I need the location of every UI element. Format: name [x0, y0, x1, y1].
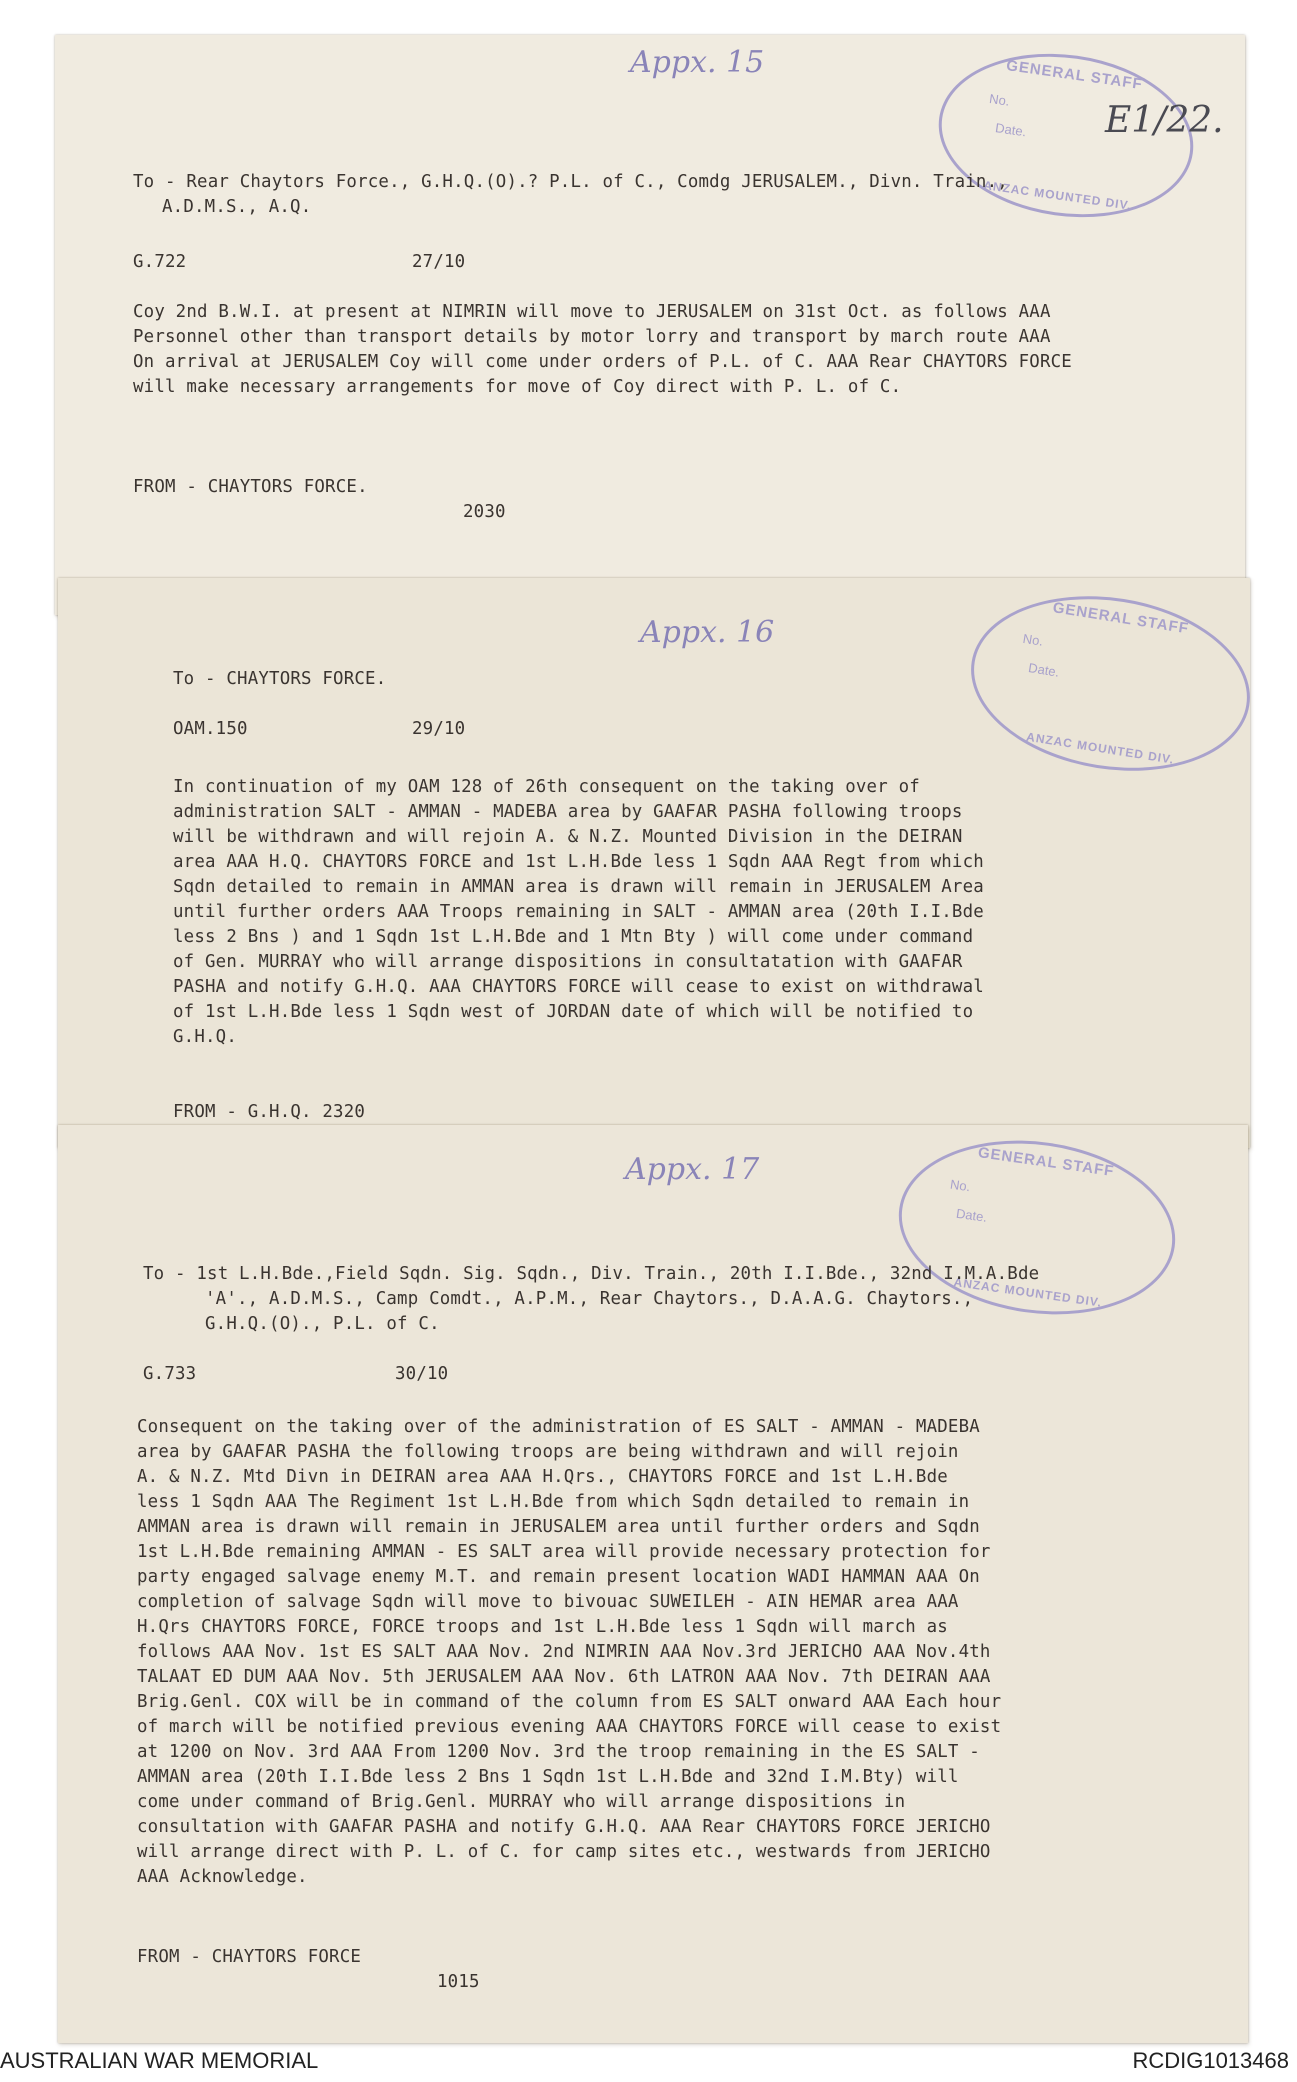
stamp-title: GENERAL STAFF — [976, 1144, 1116, 1181]
body-line: will arrange direct with P. L. of C. for camp sites etc., westwards from JERICHO — [137, 1842, 991, 1862]
body-line: On arrival at JERUSALEM Coy will come under orders of P.L. of C. AAA Rear CHAYTORS FORCE — [133, 352, 1072, 372]
body-line: completion of salvage Sqdn will move to bivouac SUWEILEH - AIN HEMAR area AAA — [137, 1592, 959, 1612]
addressee-line: A.D.M.S., A.Q. — [162, 197, 312, 217]
body-line: at 1200 on Nov. 3rd AAA From 1200 Nov. 3rd the troop remaining in the ES SALT - — [137, 1742, 980, 1762]
addressee-line: G.H.Q.(O)., P.L. of C. — [205, 1314, 440, 1334]
message-reference: G.733 — [143, 1364, 197, 1384]
appendix-annotation-3: Appx. 17 — [625, 1152, 760, 1187]
message-reference: G.722 — [133, 252, 187, 272]
body-line: Personnel other than transport details by motor lorry and transport by march route AAA — [133, 327, 1051, 347]
body-line: of Gen. MURRAY who will arrange dispositions in consultatation with GAAFAR — [173, 952, 963, 972]
stamp-title: GENERAL STAFF — [1051, 599, 1191, 638]
body-line: Consequent on the taking over of the administration of ES SALT - AMMAN - MADEBA — [137, 1417, 980, 1437]
archive-id: RCDIG1013468 — [1132, 2048, 1289, 2073]
body-line: G.H.Q. — [173, 1027, 238, 1047]
body-line: will be withdrawn and will rejoin A. & N.Z. Mounted Division in the DEIRAN — [173, 827, 963, 847]
body-line: administration SALT - AMMAN - MADEBA area by GAAFAR PASHA following troops — [173, 802, 963, 822]
body-line: of 1st L.H.Bde less 1 Sqdn west of JORDAN date of which will be notified to — [173, 1002, 974, 1022]
addressee-line: To - CHAYTORS FORCE. — [173, 669, 387, 689]
body-line: Coy 2nd B.W.I. at present at NIMRIN will move to JERUSALEM on 31st Oct. as follows AAA — [133, 302, 1051, 322]
message-from: FROM - CHAYTORS FORCE. — [133, 477, 368, 497]
body-line: AAA Acknowledge. — [137, 1867, 308, 1887]
addressee-line: 'A'., A.D.M.S., Camp Comdt., A.P.M., Rear Chaytors., D.A.A.G. Chaytors., — [205, 1289, 974, 1309]
body-line: PASHA and notify G.H.Q. AAA CHAYTORS FORCE will cease to exist on withdrawal — [173, 977, 984, 997]
body-line: less 2 Bns ) and 1 Sqdn 1st L.H.Bde and 1 Mtn Bty ) will come under command — [173, 927, 974, 947]
archive-credit: AUSTRALIAN WAR MEMORIAL — [0, 2048, 319, 2073]
body-line: come under command of Brig.Genl. MURRAY who will arrange dispositions in — [137, 1792, 906, 1812]
body-line: AMMAN area is drawn will remain in JERUSALEM area until further orders and Sqdn — [137, 1517, 980, 1537]
stamp-title: GENERAL STAFF — [1005, 57, 1144, 94]
appendix-annotation-1: Appx. 15 — [630, 45, 765, 80]
stamp-no: No. — [1021, 630, 1045, 649]
body-line: AMMAN area (20th I.I.Bde less 2 Bns 1 Sqdn 1st L.H.Bde and 32nd I.M.Bty) will — [137, 1767, 959, 1787]
body-line: Brig.Genl. COX will be in command of the column from ES SALT onward AAA Each hour — [137, 1692, 1002, 1712]
addressee-line: To - 1st L.H.Bde.,Field Sqdn. Sig. Sqdn., Div. Train., 20th I.I.Bde., 32nd I.M.A.Bde — [143, 1264, 1040, 1284]
body-line: follows AAA Nov. 1st ES SALT AAA Nov. 2nd NIMRIN AAA Nov.3rd JERICHO AAA Nov.4th — [137, 1642, 991, 1662]
body-line: party engaged salvage enemy M.T. and remain present location WADI HAMMAN AAA On — [137, 1567, 980, 1587]
body-line: until further orders AAA Troops remaining in SALT - AMMAN area (20th I.I.Bde — [173, 902, 984, 922]
body-line: A. & N.Z. Mtd Divn in DEIRAN area AAA H.Qrs., CHAYTORS FORCE and 1st L.H.Bde — [137, 1467, 948, 1487]
message-date: 27/10 — [412, 252, 466, 272]
body-line: In continuation of my OAM 128 of 26th consequent on the taking over of — [173, 777, 920, 797]
stamp-date: Date. — [955, 1205, 989, 1225]
message-time: 1015 — [437, 1972, 480, 1992]
document-reference: E1/22. — [1105, 100, 1224, 141]
stamp-date: Date. — [994, 120, 1028, 140]
body-line: will make necessary arrangements for move of Coy direct with P. L. of C. — [133, 377, 902, 397]
message-date: 30/10 — [395, 1364, 449, 1384]
stamp-no: No. — [988, 91, 1011, 109]
body-line: less 1 Sqdn AAA The Regiment 1st L.H.Bde from which Sqdn detailed to remain in — [137, 1492, 970, 1512]
stamp-date: Date. — [1027, 660, 1061, 680]
message-from: FROM - CHAYTORS FORCE — [137, 1947, 362, 1967]
body-line: area by GAAFAR PASHA the following troops are being withdrawn and will rejoin — [137, 1442, 959, 1462]
message-reference: OAM.150 — [173, 719, 248, 739]
body-line: TALAAT ED DUM AAA Nov. 5th JERUSALEM AAA Nov. 6th LATRON AAA Nov. 7th DEIRAN AAA — [137, 1667, 991, 1687]
stamp-unit: ANZAC MOUNTED DIV. — [982, 178, 1133, 213]
stamp-unit: ANZAC MOUNTED DIV. — [952, 1275, 1103, 1310]
stamp-unit: ANZAC MOUNTED DIV. — [1025, 729, 1176, 767]
message-from: FROM - G.H.Q. 2320 — [173, 1102, 366, 1122]
body-line: Sqdn detailed to remain in AMMAN area is drawn will remain in JERUSALEM Area — [173, 877, 984, 897]
body-line: of march will be notified previous evening AAA CHAYTORS FORCE will cease to exist — [137, 1717, 1002, 1737]
body-line: area AAA H.Q. CHAYTORS FORCE and 1st L.H.Bde less 1 Sqdn AAA Regt from which — [173, 852, 984, 872]
message-date: 29/10 — [412, 719, 466, 739]
body-line: H.Qrs CHAYTORS FORCE, FORCE troops and 1st L.H.Bde less 1 Sqdn will march as — [137, 1617, 948, 1637]
addressee-line: To - Rear Chaytors Force., G.H.Q.(O).? P.L. of C., Comdg JERUSALEM., Divn. Train., — [133, 172, 1008, 192]
appendix-annotation-2: Appx. 16 — [640, 615, 775, 650]
message-time: 2030 — [463, 502, 506, 522]
body-line: 1st L.H.Bde remaining AMMAN - ES SALT area will provide necessary protection for — [137, 1542, 991, 1562]
body-line: consultation with GAAFAR PASHA and notify G.H.Q. AAA Rear CHAYTORS FORCE JERICHO — [137, 1817, 991, 1837]
stamp-no: No. — [949, 1176, 972, 1195]
